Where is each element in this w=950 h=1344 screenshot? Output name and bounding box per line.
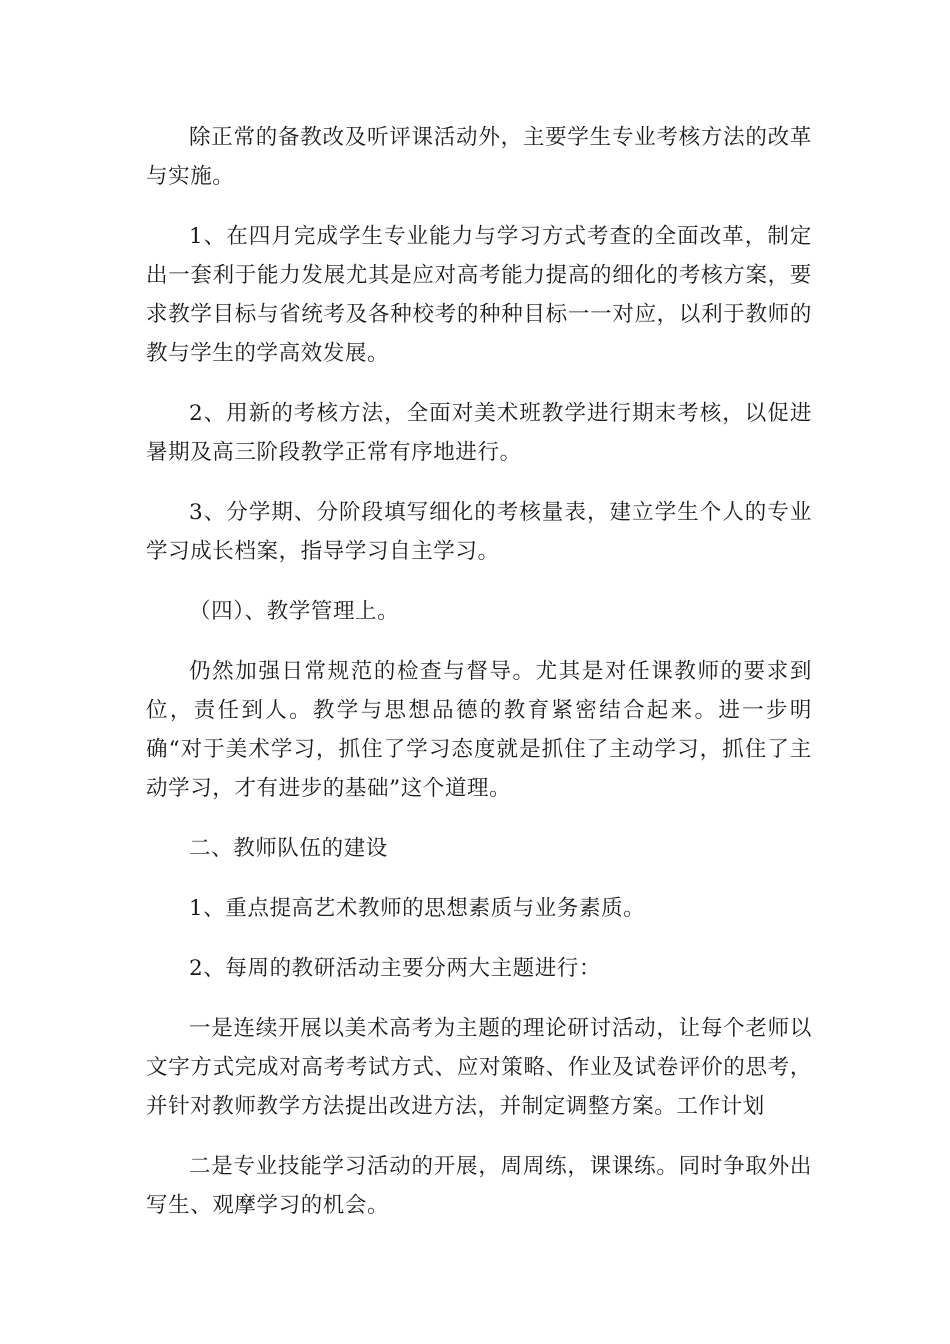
paragraph-supervision: 仍然加强日常规范的检查与督导。尤其是对任课教师的要求到位，责任到人。教学与思想品德的教育紧密结合起来。进一步明确“对于美术学习，抓住了学习态度就是抓住了主动学习，抓住了主动学习，才有进步的基础”这个道理。: [146, 659, 812, 801]
document-body: [146, 118, 812, 1246]
paragraph-theme-two: 二是专业技能学习活动的开展，周周练，课课练。同时争取外出写生、观摩学习的机会。: [146, 1154, 812, 1218]
section-heading-teacher-team: 二、教师队伍的建设: [189, 836, 388, 861]
paragraph-reform-intro: 除正常的备教改及听评课活动外，主要学生专业考核方法的改革与实施。: [146, 125, 812, 189]
section-heading-teaching-management: （四）、教学管理上。: [189, 599, 400, 624]
paragraph-item-1-assessment-plan: 1、在四月完成学生专业能力与学习方式考查的全面改革，制定出一套利于能力发展尤其是应对高考能力提高的细化的考核方案，要求教学目标与省统考及各种校考的种种目标一一对应，以利于教师的教与学生的学高效发展。: [146, 224, 812, 366]
paragraph-theme-one: 一是连续开展以美术高考为主题的理论研讨活动，让每个老师以文字方式完成对高考考试方式、应对策略、作业及试卷评价的思考，并针对教师教学方法提出改进方法，并制定调整方案。工作计划: [146, 1016, 812, 1119]
paragraph-team-item-1: 1、重点提高艺术教师的思想素质与业务素质。: [189, 896, 646, 921]
paragraph-item-2-final-exam: 2、用新的考核方法，全面对美术班教学进行期末考核，以促进暑期及高三阶段教学正常有序地进行。: [146, 401, 812, 465]
paragraph-item-3-growth-file: 3、分学期、分阶段填写细化的考核量表，建立学生个人的专业学习成长档案，指导学习自主学习。: [146, 500, 812, 564]
paragraph-team-item-2: 2、每周的教研活动主要分两大主题进行：: [189, 956, 602, 981]
